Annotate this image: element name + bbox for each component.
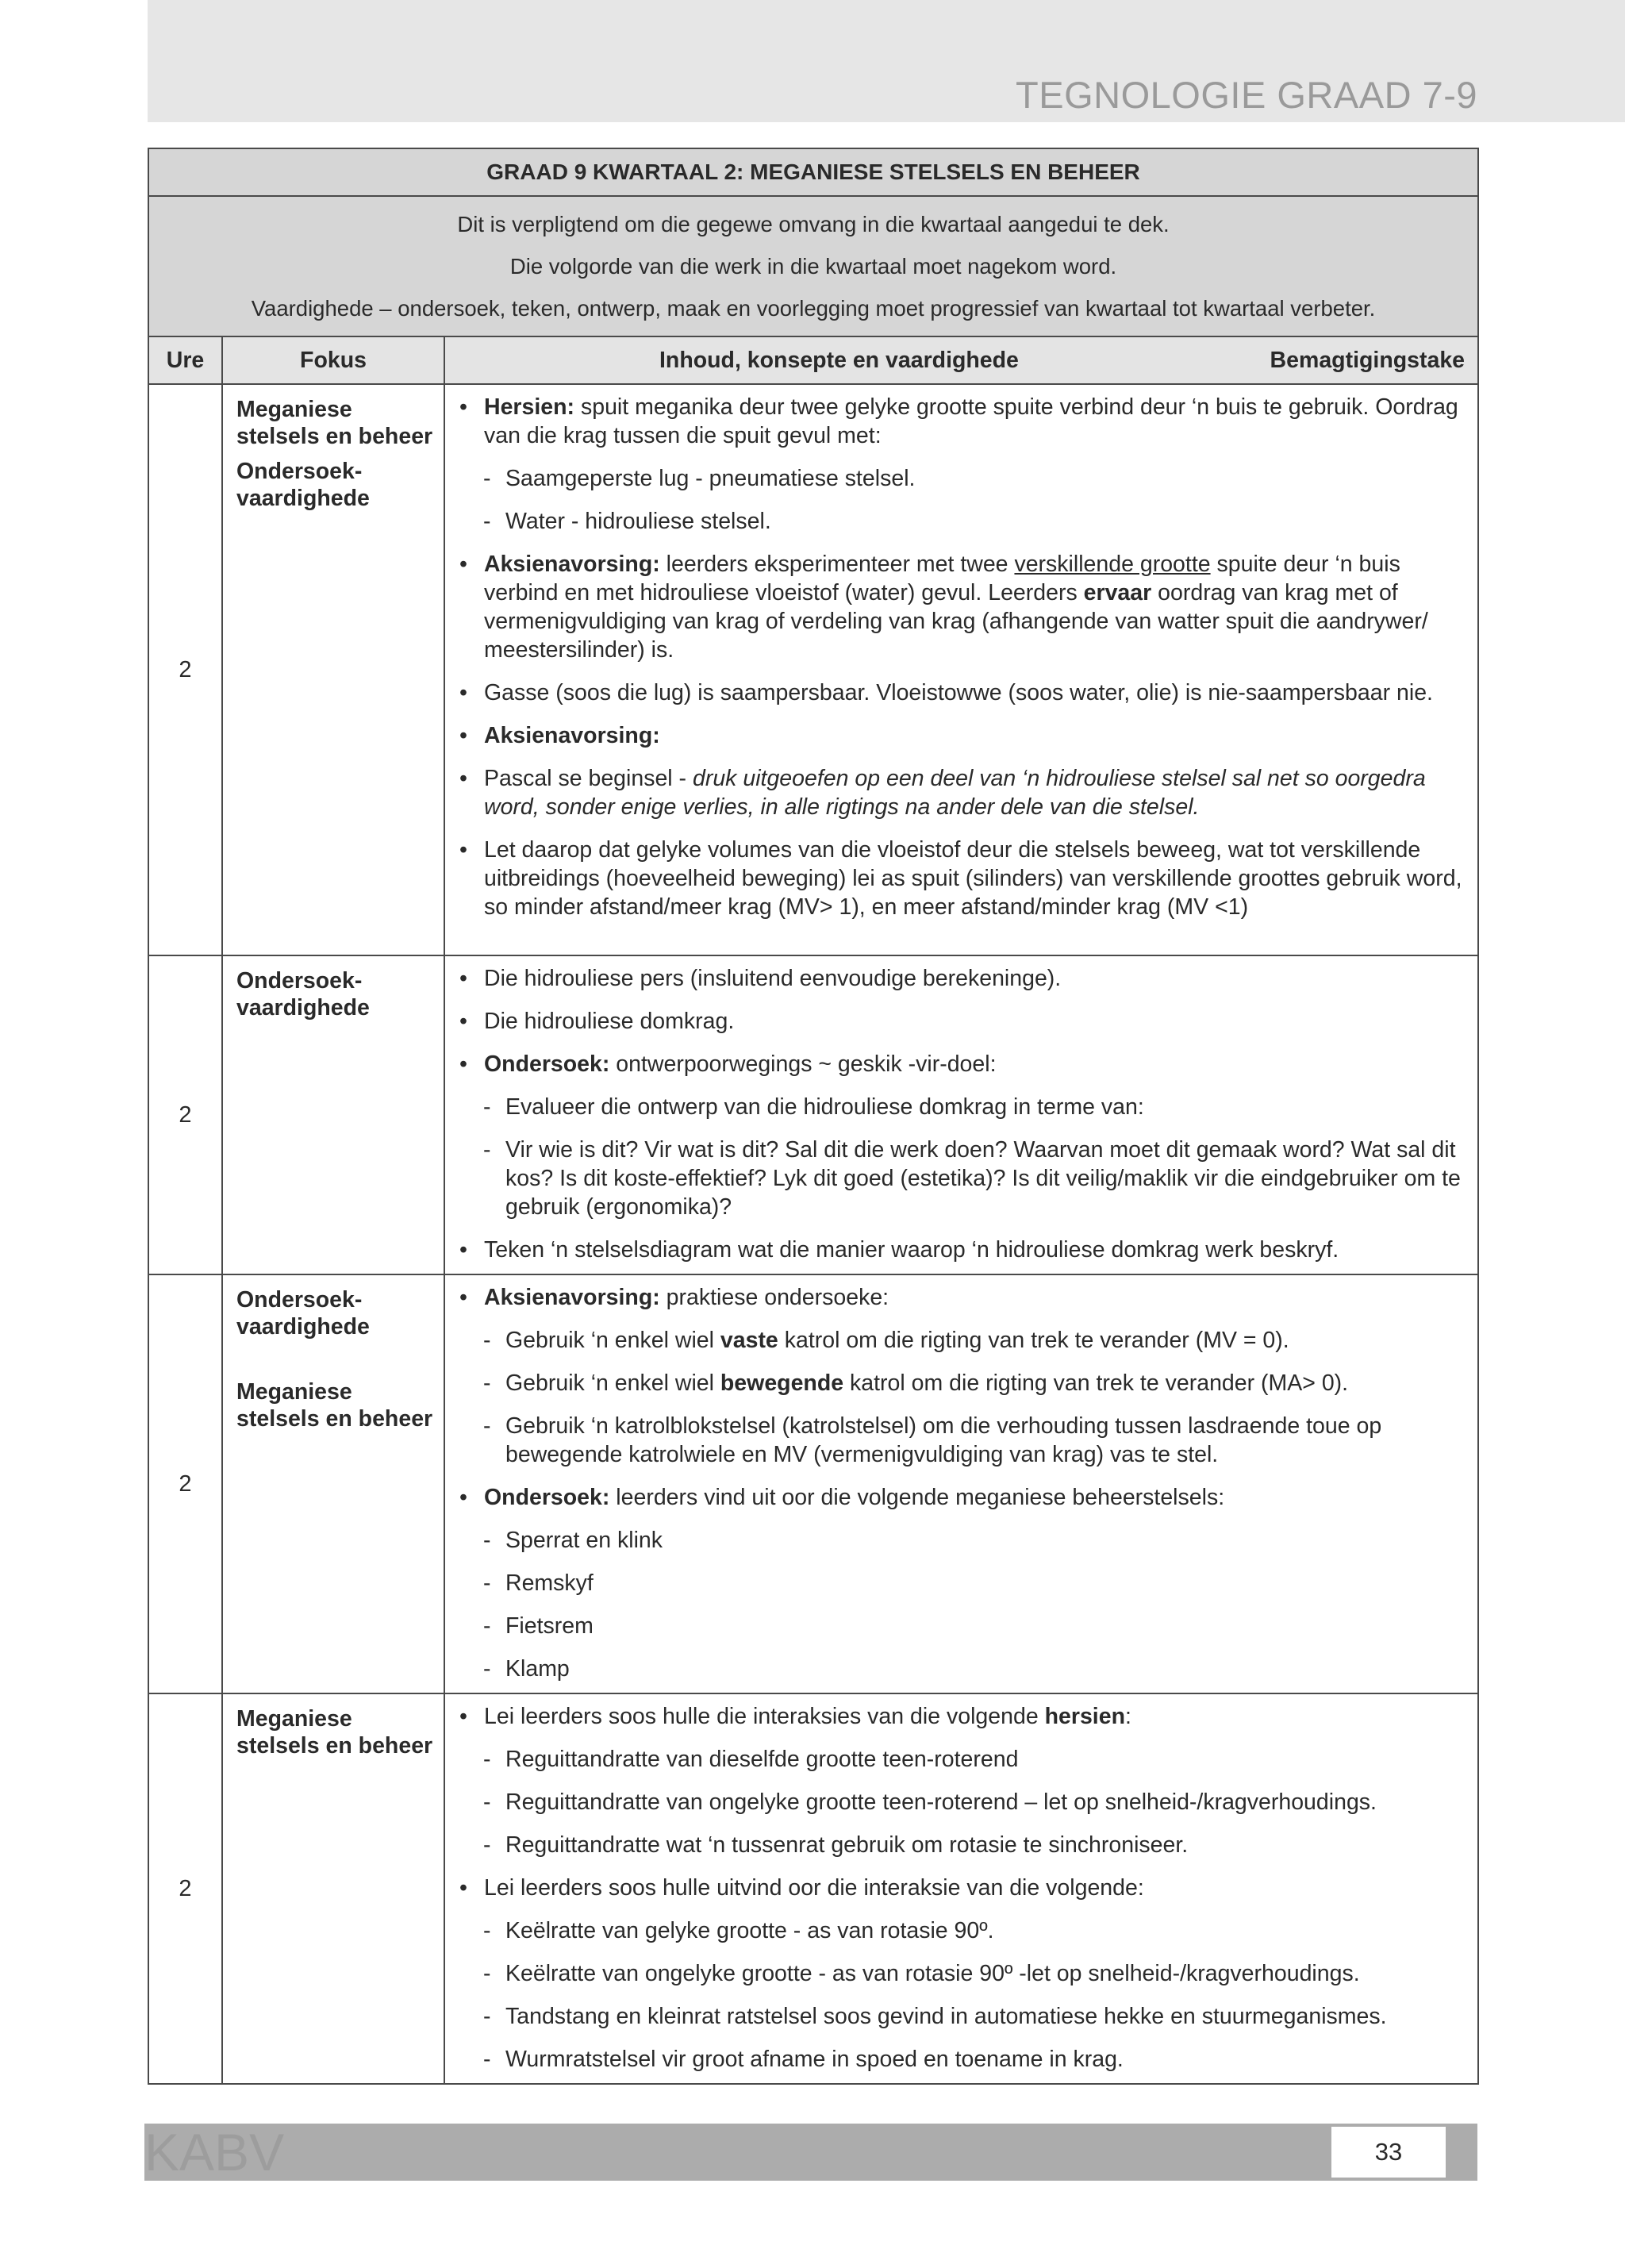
column-header-bemagtiging-label: Bemagtigingstake [1270,347,1466,373]
list-item: - Sperrat en klink [458,1526,1466,1555]
list-item: - Klamp [458,1655,1466,1683]
list-item: • Lei leerders soos hulle uitvind oor die interaksie van die volgende: [458,1874,1466,1902]
table-row [148,1274,1478,1693]
column-header-fokus: Fokus [222,336,444,384]
list-item: • Gasse (soos die lug) is saampersbaar. Vloeistowwe (soos water, olie) is nie-saampersbaar nie. [458,678,1466,707]
column-header-ure: Ure [148,336,222,384]
list-item: - Evalueer die ontwerp van die hidrouliese domkrag in terme van: [458,1093,1466,1121]
list-item: • Aksienavorsing: [458,721,1466,750]
footer-band [144,2124,1477,2181]
list-item: - Tandstang en kleinrat ratstelsel soos gevind in automatiese hekke en stuurmeganismes. [458,2002,1466,2031]
content-cell [444,955,1478,1274]
table-row [148,384,1478,955]
note-line: Vaardighede – ondersoek, teken, ontwerp, maak en voorlegging moet progressief van kwartaal tot kwartaal verbeter. [251,296,1376,321]
hours-cell: 2 [148,1693,222,2084]
table-title: GRAAD 9 KWARTAAL 2: MEGANIESE STELSELS EN BEHEER [148,148,1478,196]
focus-cell [222,1274,444,1693]
list-item: - Keëlratte van gelyke grootte - as van rotasie 90º. [458,1916,1466,1945]
table-row [148,955,1478,1274]
list-item: - Wurmratstelsel vir groot afname in spoed en toename in krag. [458,2045,1466,2074]
list-item: - Reguittandratte wat ‘n tussenrat gebruik om rotasie te sinchroniseer. [458,1831,1466,1859]
footer-label: KABV [144,2123,285,2182]
focus-item: Meganiese stelsels en beheer [236,1706,433,1759]
list-item: - Gebruik ‘n enkel wiel vaste katrol om die rigting van trek te verander (MV = 0). [458,1326,1466,1355]
list-item: - Remskyf [458,1569,1466,1597]
column-header-inhoud-label: Inhoud, konsepte en vaardighede [659,347,1019,373]
focus-cell [222,1693,444,2084]
column-header-row [148,336,1478,384]
list-item: • Aksienavorsing: leerders eksperimenteer met twee verskillende grootte spuite deur ‘n buis verbind en met hidrouliese vloeistof (water) gevul. Leerders ervaar oordrag van krag met of vermenigvuldiging van krag of verdeling van krag (afhangende van watter spuit die aandrywer/ meestersilinder) is. [458,550,1466,664]
list-item: • Let daarop dat gelyke volumes van die vloeistof deur die stelsels beweeg, wat tot verskillende uitbreidings (hoeveelheid beweging) lei as spuit (silinders) van verskillende groottes gebruik word, so minder afstand/meer krag (MV> 1), en meer afstand/minder krag (MV <1) [458,836,1466,921]
focus-item: Meganiese stelsels en beheer [236,1379,433,1432]
list-item: - Reguittandratte van dieselfde grootte teen-roterend [458,1745,1466,1774]
list-item: • Hersien: spuit meganika deur twee gelyke grootte spuite verbind deur ‘n buis te gebruik. Oordrag van die krag tussen die spuit gevul met: [458,393,1466,450]
hours-cell: 2 [148,384,222,955]
content-cell [444,1693,1478,2084]
list-item: • Die hidrouliese domkrag. [458,1007,1466,1036]
table-row [148,1693,1478,2084]
page-number: 33 [1331,2127,1446,2178]
hours-cell: 2 [148,955,222,1274]
note-line: Dit is verpligtend om die gegewe omvang in die kwartaal aangedui te dek. [457,212,1170,236]
list-item: - Fietsrem [458,1612,1466,1640]
page-header-title: TEGNOLOGIE GRAAD 7-9 [1016,74,1477,116]
focus-cell [222,955,444,1274]
focus-item: Meganiese stelsels en beheer [236,397,433,449]
list-item: - Vir wie is dit? Vir wat is dit? Sal dit die werk doen? Waarvan moet dit gemaak word? Wat sal dit kos? Is dit koste-effektief? Lyk dit goed (estetika)? Is dit veilig/maklik vir die eindgebruiker om te gebruik (ergonomika)? [458,1136,1466,1221]
note-line: Die volgorde van die werk in die kwartaal moet nagekom word. [509,254,1117,279]
list-item: • Lei leerders soos hulle die interaksies van die volgende hersien: [458,1702,1466,1731]
table-notes [148,196,1478,336]
focus-item: Ondersoek-vaardighede [236,1287,370,1340]
list-item: • Ondersoek: leerders vind uit oor die volgende meganiese beheerstelsels: [458,1483,1466,1512]
list-item: • Teken ‘n stelselsdiagram wat die manier waarop ‘n hidrouliese domkrag werk beskryf. [458,1236,1466,1264]
list-item: - Saamgeperste lug - pneumatiese stelsel. [458,464,1466,493]
list-item: - Gebruik ‘n katrolblokstelsel (katrolstelsel) om die verhouding tussen lasdraende toue op bewegende katrolwiele en MV (vermenigvuldiging van krag) vas te stel. [458,1412,1466,1469]
hours-cell: 2 [148,1274,222,1693]
list-item: • Ondersoek: ontwerpoorwegings ~ geskik -vir-doel: [458,1050,1466,1078]
list-item: • Aksienavorsing: praktiese ondersoeke: [458,1283,1466,1312]
focus-item: Ondersoek-vaardighede [236,968,370,1021]
list-item: - Gebruik ‘n enkel wiel bewegende katrol om die rigting van trek te verander (MA> 0). [458,1369,1466,1397]
focus-item: Ondersoek-vaardighede [236,459,370,511]
curriculum-table [148,148,1479,2085]
list-item: - Reguittandratte van ongelyke grootte teen-roterend – let op snelheid-/kragverhoudings. [458,1788,1466,1816]
list-item: • Die hidrouliese pers (insluitend eenvoudige berekeninge). [458,964,1466,993]
content-cell [444,1274,1478,1693]
content-cell [444,384,1478,955]
focus-cell [222,384,444,955]
list-item: - Water - hidrouliese stelsel. [458,507,1466,536]
column-header-inhoud [444,336,1478,384]
list-item: - Keëlratte van ongelyke grootte - as van rotasie 90º -let op snelheid-/kragverhoudings. [458,1959,1466,1988]
list-item: • Pascal se beginsel - druk uitgeoefen op een deel van ‘n hidrouliese stelsel sal net so oorgedra word, sonder enige verlies, in alle rigtings na ander dele van die stelsel. [458,764,1466,821]
